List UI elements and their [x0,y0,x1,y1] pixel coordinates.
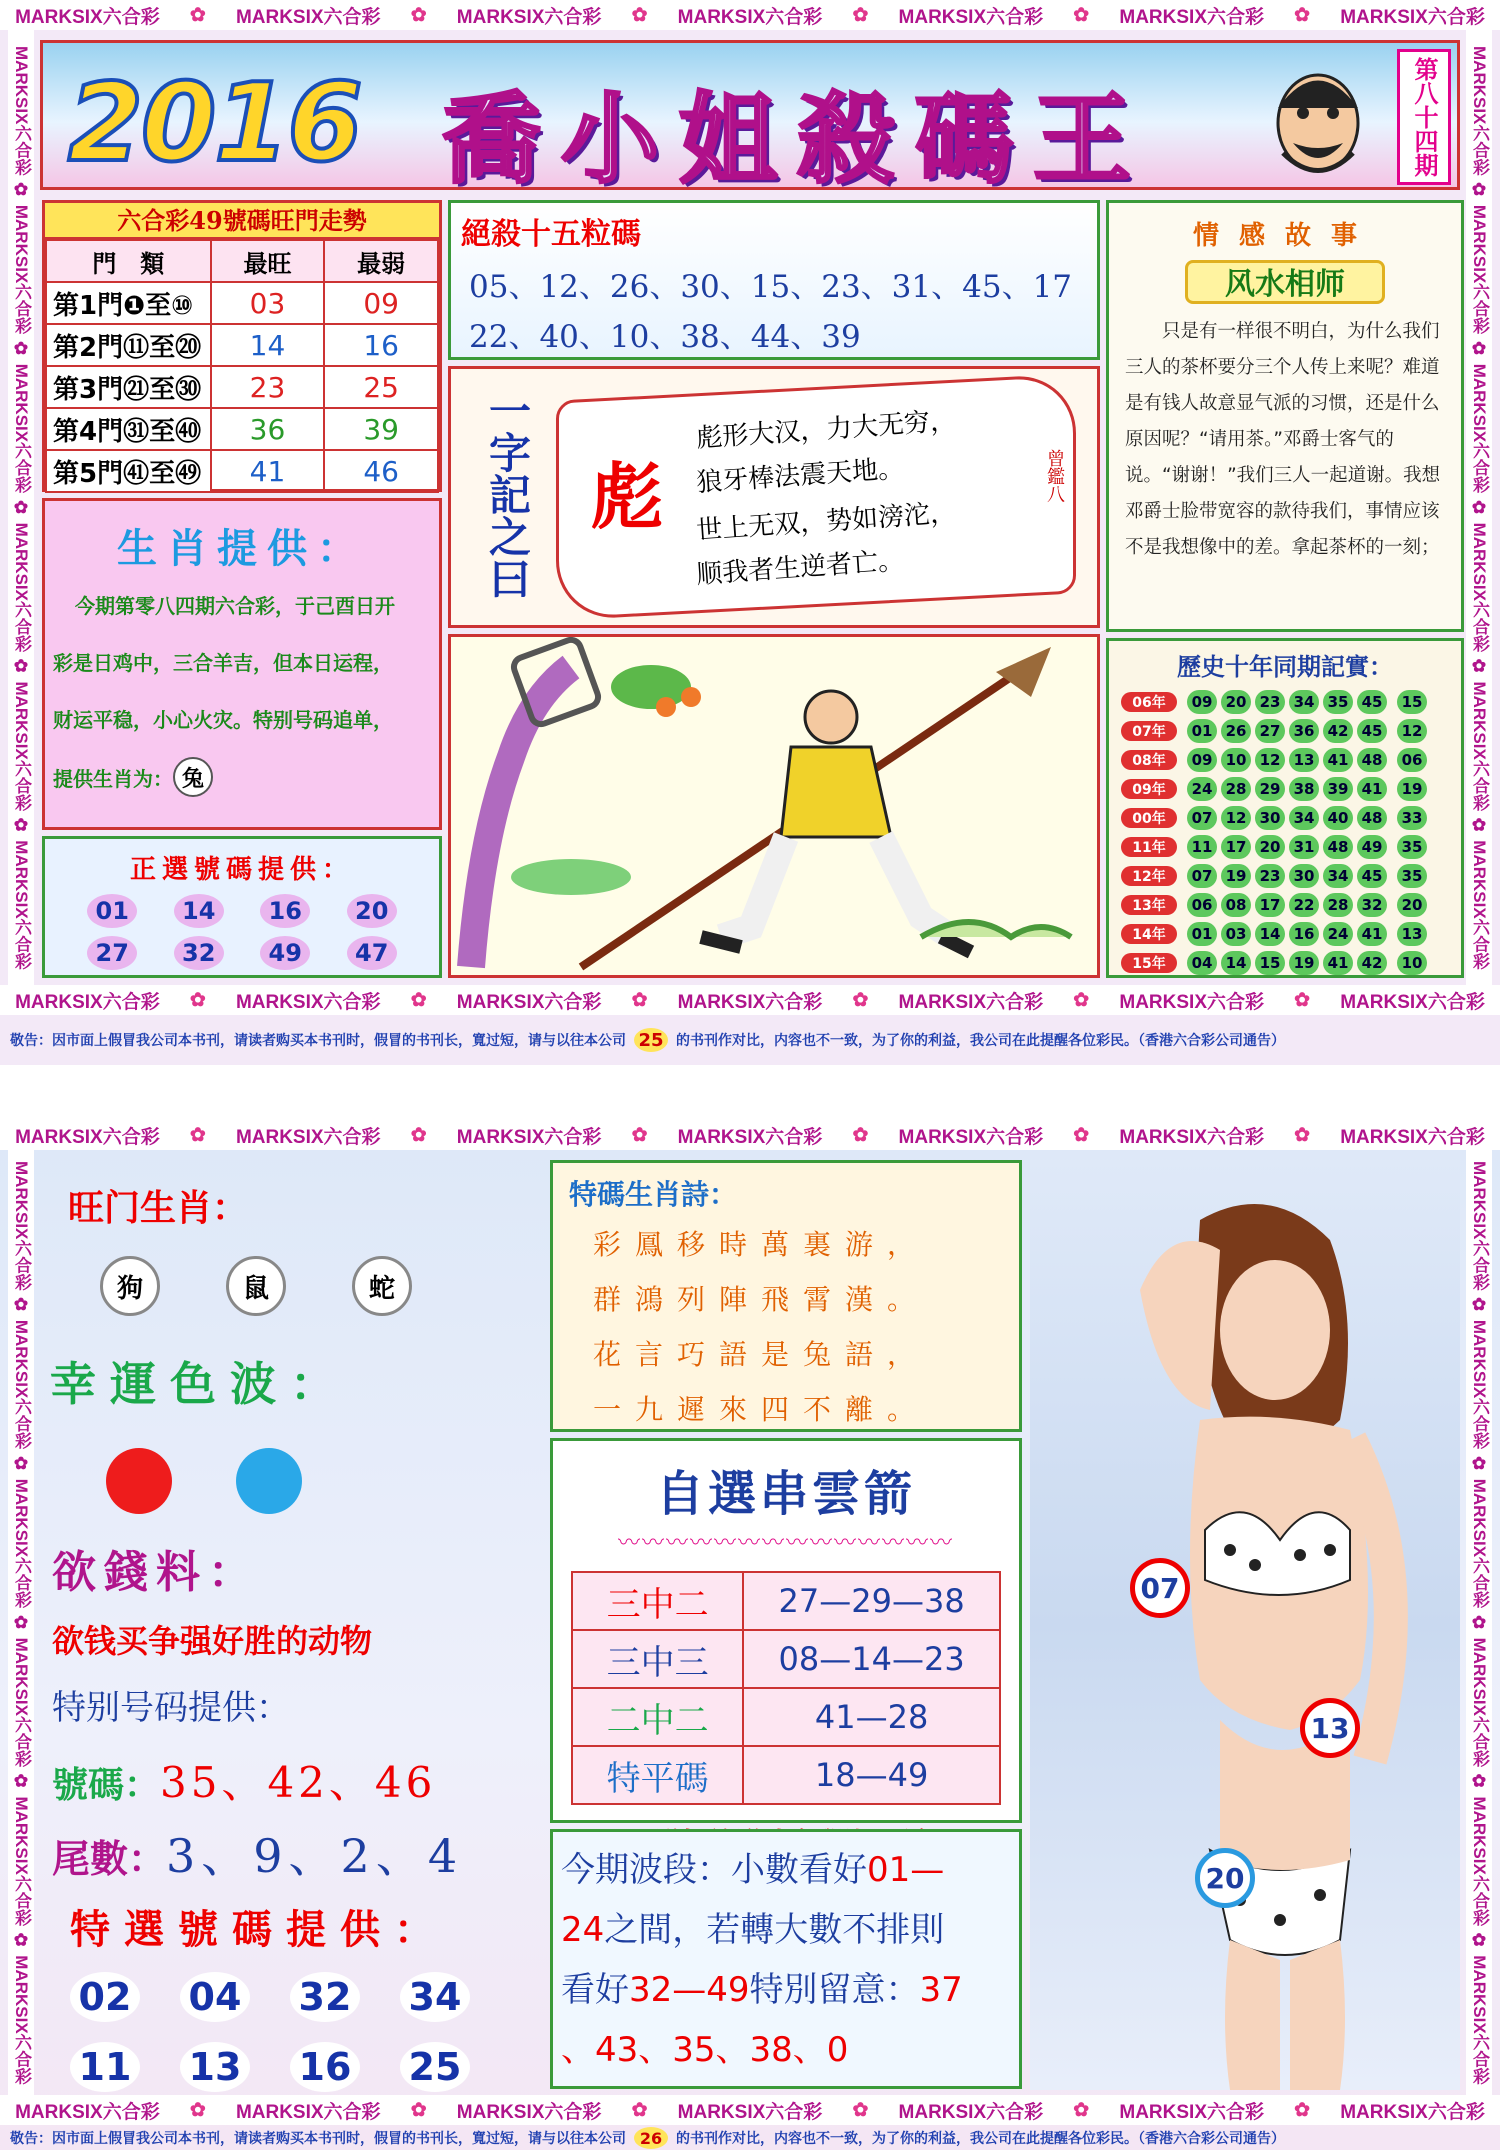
zodiac-title: 生肖提供： [117,525,367,572]
wave-text: 之間，若轉大數不排則 [604,1910,945,1950]
history-special-number: 20 [1397,893,1427,917]
picks-panel [42,836,442,978]
history-special-number: 35 [1397,835,1427,859]
history-number: 41 [1357,922,1387,946]
wave-line [561,1900,1019,1960]
tail-row [52,1820,463,1886]
story-text: 只是有一样很不明白，为什么我们三人的茶杯要分三个人传上来呢？难道是有钱人故意显气派的习惯，还是什么原因呢？“请用茶。”邓爵士客气的说。“谢谢！”我们三人一起道谢。我想邓爵士脸带宽容的款待我们，事情应该不是我想像中的差。拿起茶杯的一刻； [1125,321,1441,558]
arrow-title: 自選串雲箭 [655,1466,916,1522]
arrow-label: 特平碼 [572,1746,743,1804]
border-label: MARKSIX六合彩 [898,2101,1044,2123]
gates-title: 六合彩49號碼旺門走勢 [45,203,439,239]
history-special-number: 06 [1397,748,1427,772]
red-wave-ball [106,1448,172,1514]
mid-border-strip: MARKSIX六合彩 ✿ MARKSIX六合彩 ✿ MARKSIX六合彩 ✿ MARKSIX六合彩 ✿ MARKSIX六合彩 ✿ MARKSIX六合彩 ✿ MARKSIX六合彩 [0,985,1500,1015]
rabbit-ball: 兔 [173,757,213,797]
notice-text: 敬告：因市面上假冒我公司本书刊，请读者购买本书刊时，假冒的书刊长，寬过短，请与以往本公司 [10,2131,626,2147]
zodiac-line: 今期第零八四期六合彩，于己酉日开 [75,594,395,618]
history-number: 07 [1187,806,1217,830]
dog-ball: 狗 [100,1256,160,1316]
special-picks-grid [70,1972,510,2092]
history-number: 12 [1255,748,1285,772]
gate-row [46,408,438,450]
verse-line: 顺我者生逆者亡。 [695,545,905,591]
border-label: MARKSIX六合彩 [456,1126,602,1148]
history-number: 24 [1187,777,1217,801]
border-label: MARKSIX六合彩 [235,1126,381,1148]
story-panel [1106,200,1464,632]
gates-table [45,239,439,493]
arrow-row [572,1630,1000,1688]
verse-line: 彪形大汉，力大无穷， [695,405,957,455]
number-ball: 04 [180,1972,250,2022]
border-label: MARKSIX六合彩 [15,2101,160,2123]
history-number: 27 [1255,719,1285,743]
blue-wave-ball [236,1448,302,1514]
border-label: MARKSIX六合彩 [456,6,602,28]
kill-title: 絕殺十五粒碼 [461,217,641,252]
number-ball: 47 [347,936,397,970]
history-number: 23 [1255,690,1285,714]
gate-cold: 09 [324,282,438,324]
history-number: 32 [1357,893,1387,917]
history-number: 04 [1187,951,1217,975]
model-number-ball: 07 [1130,1558,1190,1618]
border-label: MARKSIX六合彩 [15,991,160,1013]
zodiac-panel [42,498,442,830]
history-list [1109,688,1461,977]
wave-panel [550,1829,1022,2089]
arrow-value: 27—29—38 [743,1572,1000,1630]
lucky-zodiac-row [100,1256,412,1316]
border-label: MARKSIX六合彩 [677,1126,823,1148]
history-number: 45 [1357,864,1387,888]
arrow-value: 18—49 [743,1746,1000,1804]
history-number: 31 [1289,835,1319,859]
money-riddle: 欲钱买争强好胜的动物 [52,1622,373,1660]
one-word-char: 彪 [591,454,664,539]
history-number: 17 [1255,893,1285,917]
history-number: 17 [1221,835,1251,859]
history-special-number: 10 [1397,951,1427,975]
history-number: 20 [1255,835,1285,859]
history-number: 20 [1221,690,1251,714]
notice-text: 的书刊作对比，内容也不一致，为了你的利益，我公司在此提醒各位彩民。（香港六合彩公司通告） [676,1033,1285,1049]
history-year: 06年 [1121,692,1177,712]
special-number-title: 特别号码提供： [52,1688,290,1728]
left-border-strip: MARKSIX六合彩 ✿ MARKSIX六合彩 ✿ MARKSIX六合彩 ✿ MARKSIX六合彩 ✿ MARKSIX六合彩 ✿ MARKSIX六合彩 [8,30,34,985]
history-special-number: 13 [1397,922,1427,946]
poem-line: 一九遲來四不離。 [593,1393,930,1426]
history-number: 14 [1255,922,1285,946]
history-number: 39 [1323,777,1353,801]
history-row [1121,833,1461,861]
history-number: 45 [1357,690,1387,714]
history-title: 歷史十年同期記實： [1177,652,1393,681]
gates-header: 最弱 [324,240,438,282]
model-figure [1030,1160,1460,2090]
poem-line: 花言巧語是兔語， [593,1338,930,1371]
story-label: 情感故事 [1192,221,1377,251]
border-label: MARKSIX六合彩 [15,1126,160,1148]
top-border-strip: MARKSIX六合彩 ✿ MARKSIX六合彩 ✿ MARKSIX六合彩 ✿ MARKSIX六合彩 ✿ MARKSIX六合彩 ✿ MARKSIX六合彩 ✿ MARKSIX六合彩 [0,1120,1500,1150]
model-number-ball: 13 [1300,1698,1360,1758]
history-year: 13年 [1121,895,1177,915]
border-label: MARKSIX六合彩 [898,6,1044,28]
bottom-border-strip: MARKSIX六合彩 ✿ MARKSIX六合彩 ✿ MARKSIX六合彩 ✿ MARKSIX六合彩 ✿ MARKSIX六合彩 ✿ MARKSIX六合彩 ✿ MARKSIX六合彩 [0,2095,1500,2125]
border-label: MARKSIX六合彩 [456,2101,602,2123]
warrior-illustration [451,637,1097,975]
border-label: MARKSIX六合彩 [1119,2101,1264,2123]
history-row [1121,862,1461,890]
history-year: 09年 [1121,779,1177,799]
gate-hot: 14 [211,324,325,366]
border-label: MARKSIX六合彩 [677,991,823,1013]
zodiac-line: 彩是日鸡中，三合羊吉，但本日运程， [53,651,393,675]
verse-line: 世上无双，势如滂沱， [695,497,957,547]
history-special-number: 35 [1397,864,1427,888]
history-row [1121,746,1461,774]
history-number: 14 [1221,951,1251,975]
wave-number: 24 [561,1910,605,1950]
border-label: MARKSIX六合彩 [677,6,823,28]
history-number: 41 [1357,777,1387,801]
history-number: 16 [1289,922,1319,946]
gate-cold: 16 [324,324,438,366]
notice-number: 25 [634,1028,668,1052]
picks-title: 正選號碼提供： [129,855,354,885]
history-year: 15年 [1121,953,1177,973]
border-label: MARKSIX六合彩 [1340,2101,1485,2123]
history-row [1121,949,1461,977]
gate-label: 第4門㉛至㊵ [46,408,211,450]
wave-number: 32—49 [629,1970,750,2010]
left-column [40,1160,540,2090]
border-label: MARKSIX六合彩 [1340,991,1485,1013]
main-title: 喬小姐殺碼王 [443,82,1152,197]
poem-title: 特碼生肖詩： [569,1178,738,1211]
history-row [1121,717,1461,745]
zodiac-line: 提供生肖为： [53,766,173,791]
arrow-panel [550,1438,1022,1823]
history-number: 29 [1255,777,1285,801]
number-ball: 32 [174,936,224,970]
notice-number: 26 [634,2127,668,2149]
border-label: MARKSIX六合彩 [456,991,602,1013]
wave-number: 01— [867,1850,945,1890]
story-title: 风水相师 [1185,260,1385,304]
border-label: MARKSIX六合彩 [1119,1126,1264,1148]
arrow-value: 41—28 [743,1688,1000,1746]
special-numbers: 35、42、46 [160,1758,437,1807]
border-label: MARKSIX六合彩 [1119,991,1264,1013]
history-number: 09 [1187,748,1217,772]
gates-header: 門 類 [46,240,211,282]
notice-bar [10,2126,1490,2150]
history-number: 22 [1289,893,1319,917]
top-border-strip: MARKSIX六合彩 ✿ MARKSIX六合彩 ✿ MARKSIX六合彩 ✿ MARKSIX六合彩 ✿ MARKSIX六合彩 ✿ MARKSIX六合彩 ✿ MARKSIX六合彩 [0,0,1500,30]
arrow-row [572,1572,1000,1630]
model-photo [1030,1160,1460,2090]
verse-line: 狼牙棒法震天地。 [695,453,905,499]
gate-hot: 03 [211,282,325,324]
special-picks-title: 特選號碼提供： [70,1906,448,1953]
wave-line [561,1960,1019,2020]
history-number: 34 [1289,690,1319,714]
history-number: 08 [1221,893,1251,917]
arrow-row [572,1746,1000,1804]
gate-row [46,282,438,324]
history-row [1121,920,1461,948]
header-banner [40,40,1460,197]
history-number: 28 [1323,893,1353,917]
wave-text: 特別留意： [749,1970,920,2010]
number-ball: 25 [400,2042,470,2092]
kill-line-1: 05、12、26、30、15、23、31、45、17 [469,269,1073,305]
gate-label: 第5門㊶至㊾ [46,450,211,492]
zodiac-line: 财运平稳，小心火灾。特别号码追单， [53,708,393,732]
top-sheet [0,0,1500,1065]
history-number: 34 [1323,864,1353,888]
notice-bar [10,1020,1490,1060]
number-ball: 02 [70,1972,140,2022]
one-word-label: 一字記之曰 [483,389,532,599]
history-number: 12 [1221,806,1251,830]
number-ball: 20 [347,894,397,928]
history-special-number: 33 [1397,806,1427,830]
history-number: 13 [1289,748,1319,772]
history-special-number: 12 [1397,719,1427,743]
number-ball: 34 [400,1972,470,2022]
history-year: 00年 [1121,808,1177,828]
gate-label: 第2門⑪至⑳ [46,324,211,366]
gate-row [46,450,438,492]
arrow-value: 08—14—23 [743,1630,1000,1688]
numbers-label: 號碼： [52,1764,161,1806]
arrow-label: 三中三 [572,1630,743,1688]
history-number: 41 [1323,748,1353,772]
illustration-panel [448,634,1100,978]
gate-hot: 36 [211,408,325,450]
wave-line: 、43、35、38、0 [561,2030,849,2070]
gate-cold: 25 [324,366,438,408]
history-number: 38 [1289,777,1319,801]
number-ball: 49 [260,936,310,970]
tails-label: 尾數： [52,1836,167,1881]
gate-row [46,366,438,408]
history-number: 24 [1323,922,1353,946]
notice-text: 的书刊作对比，内容也不一致，为了你的利益，我公司在此提醒各位彩民。（香港六合彩公司通告） [676,2131,1285,2147]
history-number: 41 [1323,951,1353,975]
snake-ball: 蛇 [352,1256,412,1316]
border-label: MARKSIX六合彩 [1119,6,1264,28]
one-word-panel [448,366,1100,628]
history-row [1121,775,1461,803]
history-number: 06 [1187,893,1217,917]
gate-label: 第1門❶至⑩ [46,282,211,324]
gate-cold: 39 [324,408,438,450]
number-ball: 27 [87,936,137,970]
history-year: 08年 [1121,750,1177,770]
history-number: 30 [1289,864,1319,888]
history-number: 45 [1357,719,1387,743]
gates-panel [42,200,442,492]
arrow-table [571,1571,1001,1805]
poem-line: 群鴻列陣飛霄漢。 [593,1283,930,1316]
history-number: 10 [1221,748,1251,772]
arrow-row [572,1688,1000,1746]
picks-row [45,894,439,928]
money-title: 欲錢料： [52,1547,260,1598]
lucky-color-title: 幸運色波： [50,1357,350,1411]
number-ball: 16 [260,894,310,928]
history-year: 07年 [1121,721,1177,741]
border-label: MARKSIX六合彩 [677,2101,823,2123]
number-ball: 13 [180,2042,250,2092]
history-panel [1106,638,1464,978]
history-number: 11 [1187,835,1217,859]
history-number: 01 [1187,719,1217,743]
history-number: 15 [1255,951,1285,975]
left-border-strip: MARKSIX六合彩 ✿ MARKSIX六合彩 ✿ MARKSIX六合彩 ✿ MARKSIX六合彩 ✿ MARKSIX六合彩 ✿ MARKSIX六合彩 [8,1150,34,2095]
history-year: 12年 [1121,866,1177,886]
border-label: MARKSIX六合彩 [898,1126,1044,1148]
model-number-ball: 20 [1195,1848,1255,1908]
history-number: 49 [1357,835,1387,859]
history-number: 48 [1323,835,1353,859]
history-number: 48 [1357,806,1387,830]
special-number-row [52,1750,436,1810]
history-number: 28 [1221,777,1251,801]
history-number: 42 [1357,951,1387,975]
history-number: 01 [1187,922,1217,946]
history-number: 26 [1221,719,1251,743]
lucky-zodiac-title: 旺门生肖： [68,1187,249,1229]
history-row [1121,688,1461,716]
history-number: 03 [1221,922,1251,946]
arrow-label: 二中二 [572,1688,743,1746]
border-label: MARKSIX六合彩 [235,2101,381,2123]
rat-ball: 鼠 [226,1256,286,1316]
border-label: MARKSIX六合彩 [235,6,381,28]
gates-header: 最旺 [211,240,325,282]
arrow-label: 三中二 [572,1572,743,1630]
notice-text: 敬告：因市面上假冒我公司本书刊，请读者购买本书刊时，假冒的书刊长，寬过短，请与以往本公司 [10,1033,626,1049]
number-ball: 01 [87,894,137,928]
border-label: MARKSIX六合彩 [235,991,381,1013]
wave-text: 今期波段：小數看好 [561,1850,867,1890]
history-special-number: 19 [1397,777,1427,801]
wave-number: 37 [919,1970,963,2010]
gate-label: 第3門㉑至㉚ [46,366,211,408]
gate-hot: 23 [211,366,325,408]
wave-decoration: 〰〰〰〰〰〰〰〰〰〰〰〰〰〰 [617,1531,954,1556]
history-number: 23 [1255,864,1285,888]
history-number: 40 [1323,806,1353,830]
right-border-strip: MARKSIX六合彩 ✿ MARKSIX六合彩 ✿ MARKSIX六合彩 ✿ MARKSIX六合彩 ✿ MARKSIX六合彩 ✿ MARKSIX六合彩 [1466,30,1492,985]
poem-panel [550,1160,1022,1432]
border-label: MARKSIX六合彩 [15,6,160,28]
history-special-number: 15 [1397,690,1427,714]
number-ball: 11 [70,2042,140,2092]
gate-row [46,324,438,366]
border-label: MARKSIX六合彩 [898,991,1044,1013]
history-number: 19 [1221,864,1251,888]
history-number: 07 [1187,864,1217,888]
history-year: 14年 [1121,924,1177,944]
gate-cold: 46 [324,450,438,492]
history-row [1121,891,1461,919]
history-row [1121,804,1461,832]
number-ball: 16 [290,2042,360,2092]
bottom-sheet [0,1120,1500,2150]
kill-line-2: 22、40、10、38、44、39 [469,319,861,355]
artist-seal: 曾鑑八 [1044,449,1065,503]
border-label: MARKSIX六合彩 [1340,1126,1485,1148]
poem-line: 彩鳳移時萬裏游， [593,1228,930,1261]
kill-panel [448,200,1100,360]
history-number: 19 [1289,951,1319,975]
tail-numbers: 3、9、2、4 [166,1829,464,1883]
number-ball: 14 [174,894,224,928]
number-ball: 32 [290,1972,360,2022]
issue-badge: 第八十四期 [1397,49,1451,185]
year-title: 2016 [68,61,361,186]
zodiac-answer-row [53,757,439,797]
border-label: MARKSIX六合彩 [1340,6,1485,28]
wave-line [561,1840,1019,1900]
history-year: 11年 [1121,837,1177,857]
gate-hot: 41 [211,450,325,492]
history-number: 09 [1187,690,1217,714]
history-number: 34 [1289,806,1319,830]
picks-row [45,936,439,970]
cartoon-face-icon [1253,53,1383,183]
right-border-strip: MARKSIX六合彩 ✿ MARKSIX六合彩 ✿ MARKSIX六合彩 ✿ MARKSIX六合彩 ✿ MARKSIX六合彩 ✿ MARKSIX六合彩 [1466,1150,1492,2095]
history-number: 48 [1357,748,1387,772]
wave-text: 看好 [561,1970,629,2010]
history-number: 35 [1323,690,1353,714]
history-number: 42 [1323,719,1353,743]
history-number: 36 [1289,719,1319,743]
history-number: 30 [1255,806,1285,830]
